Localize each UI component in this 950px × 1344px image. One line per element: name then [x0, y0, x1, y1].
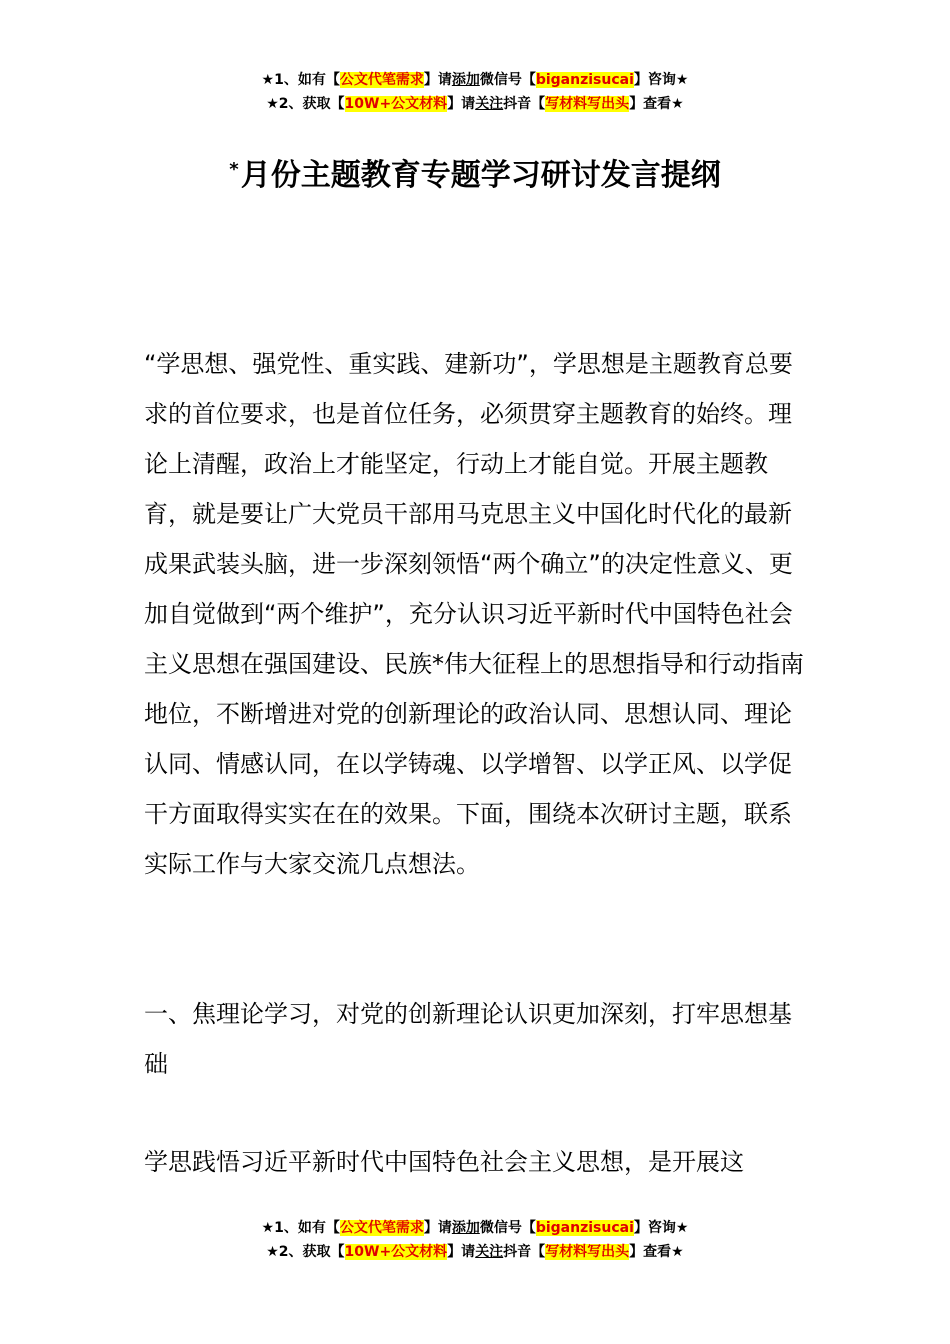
highlight-wechat-id: biganzisucai — [535, 72, 634, 88]
highlight-wechat-id: biganzisucai — [535, 1220, 634, 1236]
highlight-ghostwriting: 公文代笔需求 — [339, 72, 424, 88]
title-text: 月份主题教育专题学习研讨发言提纲 — [240, 158, 721, 193]
paragraph-section-1: 学思践悟习近平新时代中国特色社会主义思想，是开展这 — [144, 1148, 744, 1176]
highlight-douyin-account: 写材料写出头 — [545, 1244, 630, 1260]
section-heading-1: 一、焦理论学习，对党的创新理论认识更加深刻，打牢思想基础 — [144, 1000, 792, 1078]
highlight-ghostwriting: 公文代笔需求 — [339, 1220, 424, 1236]
highlight-materials: 10W+公文材料 — [344, 96, 448, 112]
banner-line-2: ★2、获取【10W+公文材料】请关注抖音【写材料写出头】查看★ — [266, 1244, 684, 1260]
title-mark: * — [229, 159, 239, 180]
document-title — [0, 148, 950, 198]
banner-line-2: ★2、获取【10W+公文材料】请关注抖音【写材料写出头】查看★ — [266, 96, 684, 112]
footer-banner — [0, 1216, 950, 1264]
banner-line-1: ★1、如有【公文代笔需求】请添加微信号【biganzisucai】咨询★ — [261, 1220, 689, 1236]
paragraph-intro: “学思想、强党性、重实践、建新功”，学思想是主题教育总要求的首位要求，也是首位任务，必须贯穿主题教育的始终。理论上清醒，政治上才能坚定，行动上才能自觉。开展主题教育，就是要让广大党员干部用马克思主义中国化时代化的最新成果武装头脑，进一步深刻领悟“两个确立”的决定性意义、更加自觉做到“两个维护”，充分认识习近平新时代中国特色社会主义思想在强国建设、民族*伟大征程上的思想指导和行动指南地位，不断增进对党的创新理论的政治认同、思想认同、理论认同、情感认同，在以学铸魂、以学增智、以学正风、以学促干方面取得实实在在的效果。下面，围绕本次研讨主题，联系实际工作与大家交流几点想法。 — [144, 350, 804, 878]
header-banner — [0, 68, 950, 116]
highlight-materials: 10W+公文材料 — [344, 1244, 448, 1260]
highlight-douyin-account: 写材料写出头 — [545, 96, 630, 112]
banner-line-1: ★1、如有【公文代笔需求】请添加微信号【biganzisucai】咨询★ — [261, 72, 689, 88]
